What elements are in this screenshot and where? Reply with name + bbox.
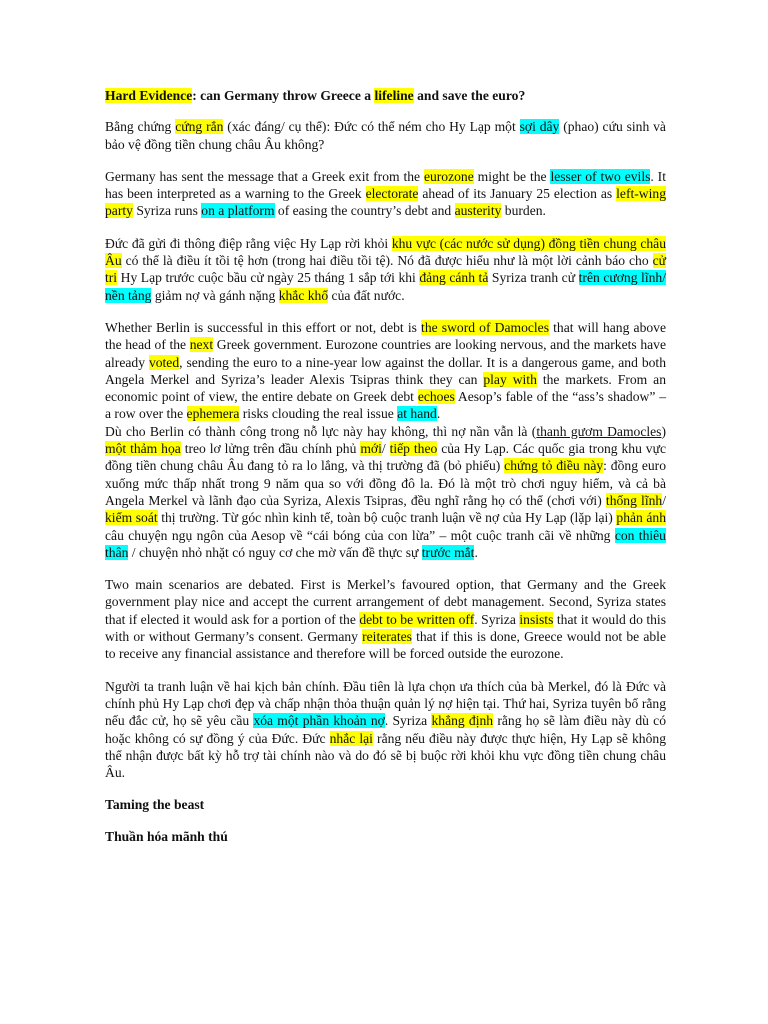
highlight-cyan: trên cương lĩnh/ nền tảng (105, 270, 666, 303)
highlight-yellow: chứng tỏ điều này (504, 458, 604, 474)
text-run: Germany has sent the message that a Greek exit from the (105, 168, 424, 184)
highlight-yellow: khu vực (các nước sử dụng) đồng tiền chung châu Âu (105, 235, 666, 269)
text-run: giảm nợ và gánh nặng (151, 287, 279, 303)
text-run: the markets. From an economic point of view, the entire debate on Greek debt (105, 371, 666, 405)
paragraph-en-3 (105, 576, 666, 662)
paragraph-vi-3 (105, 678, 666, 782)
highlight-cyan: on a platform (201, 203, 275, 219)
text-run: ahead of its January 25 election as (418, 186, 617, 202)
text-run: of easing the country’s debt and (274, 203, 455, 219)
highlight-yellow: austerity (454, 203, 502, 219)
highlight-yellow: reiterates (362, 629, 412, 645)
section-heading-en: Taming the beast (105, 797, 205, 813)
text-run: might be the (473, 168, 551, 184)
highlight-yellow: play with (483, 371, 537, 387)
section-heading-vi: Thuần hóa mãnh thú (105, 828, 228, 844)
text-run: . (474, 544, 478, 560)
text-run: của đất nước. (328, 287, 405, 303)
highlight-yellow: mới (360, 441, 382, 457)
highlight-yellow: the sword of Damocles (421, 319, 549, 335)
text-run: câu chuyện ngụ ngôn của Aesop về “cái bóng của con lừa” – một cuộc tranh cãi về những (105, 527, 615, 543)
highlight-yellow: next (189, 337, 214, 353)
highlight-cyan: at hand (397, 406, 437, 422)
text-run: Syriza tranh cử (488, 270, 579, 286)
text-run: . It has been interpreted as a warning to the Greek (105, 168, 666, 202)
text-run: của Hy Lạp. Các quốc gia trong khu vực đồng tiền chung châu Âu đang tỏ ra lo lắng, và thị trường đã (bỏ phiếu) (105, 441, 667, 474)
text-run: and save the euro? (413, 88, 526, 103)
highlight-yellow: đảng cánh tả (419, 270, 489, 286)
highlight-cyan: con thiêu thân (105, 527, 666, 560)
highlight-yellow: thống lĩnh (605, 492, 663, 508)
paragraph-vi-title (105, 118, 666, 153)
highlight-cyan: trước mắt (421, 544, 475, 560)
highlight-yellow: khắc khổ (278, 287, 329, 303)
highlight-cyan: lesser of two evils (550, 168, 651, 184)
text-run: Hy Lạp trước cuộc bầu cử ngày 25 tháng 1 sắp tới khi (117, 270, 420, 286)
paragraph-vi-2 (105, 423, 666, 561)
text-run: (xác đáng/ cụ thể): Đức có thể ném cho Hy Lạp một (223, 119, 520, 135)
text-run: có thể là điều ít tồi tệ hơn (trong hai điều tồi tệ). Nó đã được hiểu như là một lời cảnh báo cho (121, 253, 653, 269)
text-run: Syriza runs (132, 203, 202, 219)
text-run: / (381, 441, 390, 457)
text-run: thị trường. Từ góc nhìn kinh tế, toàn bộ cuộc tranh luận về nợ của Hy Lạp (lặp lại) (157, 510, 617, 526)
text-run: Dù cho Berlin có thành công trong nỗ lực này hay không, thì nợ nần vẫn là ( (105, 423, 537, 439)
text-run: Aesop’s fable of the “ass’s shadow” – a row over the (105, 389, 667, 422)
text-run: Two main scenarios are debated. First is Merkel’s favoured option, that Germany and the Greek government play nice and accept the current arrangement of debt management. Second, Syriza states that if elected it would ask for a portion of the (105, 577, 666, 627)
highlight-cyan: xóa một phần khoản nợ (253, 713, 385, 729)
paragraph-en-1 (105, 168, 666, 220)
text-run: / (662, 492, 666, 508)
text-run: Đức đã gửi đi thông điệp rằng việc Hy Lạp rời khỏi (105, 235, 392, 251)
text-run: . (436, 406, 441, 422)
text-run: , sending the euro to a nine-year low against the dollar. It is a dangerous game, and both Angela Merkel and Syriza’s leader Alexis Tsipras think they can (105, 354, 666, 387)
text-run: (phao) cứu sinh và bảo vệ đồng tiền chung châu Âu không? (105, 119, 666, 152)
text-run: Bằng chứng (105, 119, 176, 135)
text-run: rằng họ sẽ làm điều này dù có hoặc không có sự đồng ý của Đức. Đức (105, 713, 666, 746)
highlight-yellow: echoes (417, 389, 455, 405)
highlight-yellow: một thảm họa (105, 441, 181, 457)
article-title-text (105, 88, 525, 103)
text-run: . Syriza (474, 611, 520, 627)
highlight-yellow: cử tri (105, 253, 666, 286)
paragraph-vi-1 (105, 235, 666, 304)
highlight-yellow: nhắc lại (329, 730, 373, 746)
underlined-text: thanh gươm Damocles (536, 423, 662, 439)
highlight-yellow: lifeline (374, 88, 414, 103)
highlight-yellow: ephemera (186, 406, 240, 422)
text-run: that it would do this with or without Germany’s consent. Germany (105, 611, 666, 645)
text-run: : đồng euro xuống mức thấp nhất trong 9 năm qua so với đồng đô la. Đó là một trò chơi nguy hiểm, và cả bà Angela Merkel và lãnh đạo của Syriza, Alexis Tsipras, đều nghĩ rằng họ có thể (chơi với) (105, 458, 667, 508)
text-run: Người ta tranh luận về hai kịch bản chính. Đầu tiên là lựa chọn ưa thích của bà Merkel, đó là Đức và chính phủ Hy Lạp chơi đẹp và chấp nhận thỏa thuận quản lý nợ hiện tại. Thứ hai, Syriza tuyên bố rằng nếu đắc cử, họ sẽ yêu cầu (105, 678, 666, 729)
text-run: Greek government. Eurozone countries are looking nervous, and the markets have already (105, 337, 666, 370)
highlight-yellow: phản ánh (616, 510, 667, 526)
highlight-yellow: insists (519, 611, 554, 627)
text-run: ) (661, 423, 667, 439)
text-run: that will hang above the head of the (105, 319, 666, 353)
highlight-yellow: Hard Evidence (105, 88, 193, 103)
highlight-yellow: left-wing party (105, 186, 666, 219)
text-run: : can Germany throw Greece a (192, 88, 375, 103)
text-run: risks clouding the real issue (239, 406, 398, 422)
text-run: rằng nếu điều này được thực hiện, Hy Lạp sẽ không thể nhận được bất kỳ hỗ trợ tài chính nào và do đó sẽ bị buộc rời khỏi khu vực đồng tiền chung châu Âu. (105, 730, 666, 781)
text-run: treo lơ lửng trên đầu chính phủ (180, 441, 361, 457)
text-run: Whether Berlin is successful in this effort or not, debt is (105, 319, 422, 335)
text-run: burden. (501, 203, 546, 219)
article-title (105, 87, 666, 104)
highlight-yellow: electorate (365, 186, 419, 202)
highlight-yellow: khẳng định (431, 713, 494, 729)
highlight-yellow: eurozone (423, 168, 474, 184)
highlight-yellow: voted (148, 354, 180, 370)
paragraph-en-2 (105, 319, 666, 423)
highlight-yellow: tiếp theo (389, 441, 438, 457)
highlight-cyan: sợi dây (519, 119, 560, 135)
text-run: / chuyện nhỏ nhặt có nguy cơ che mờ vấn đề thực sự (128, 544, 422, 560)
text-run: . Syriza (384, 713, 432, 729)
highlight-yellow: debt to be written off (359, 611, 475, 627)
highlight-yellow: cứng rắn (175, 119, 224, 135)
highlight-yellow: kiểm soát (105, 510, 158, 526)
text-run: that if this is done, Greece would not be able to receive any financial assistance and therefore will be forced outside the eurozone. (105, 629, 666, 662)
